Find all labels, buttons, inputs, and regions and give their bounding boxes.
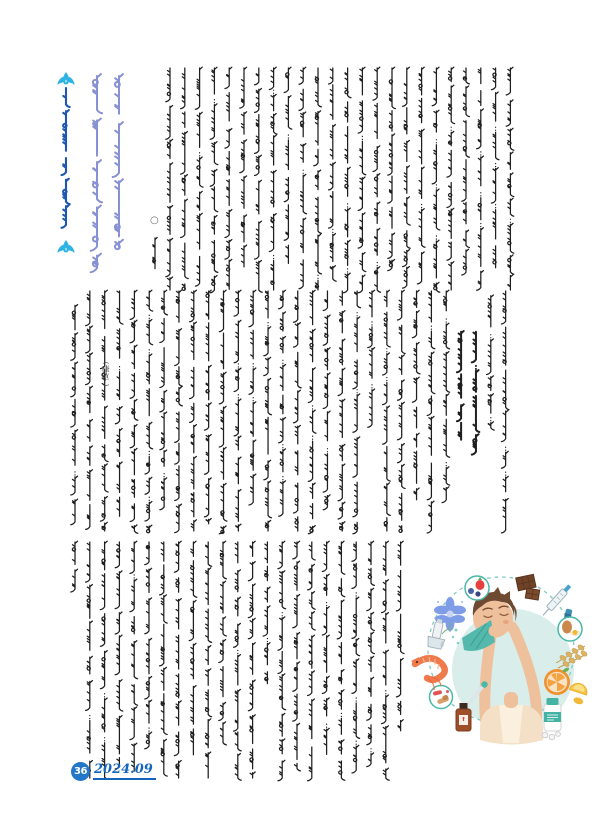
mongolian-text-column [367,541,375,766]
mongolian-text-column [219,541,227,745]
mongolian-text-column [160,290,168,510]
mongolian-text-column [294,291,302,531]
cloud-ornament-top-icon [58,73,74,84]
mongolian-text-column [190,290,197,531]
chocolate-icon [516,574,540,600]
mongolian-text-column [314,68,322,290]
mongolian-text-column [269,67,277,290]
mongolian-text-column [382,541,390,780]
cjk-open-paren: ( [101,361,110,365]
mongolian-text-column [308,290,316,534]
mongolian-text-column [279,290,286,516]
mongolian-text-column [284,67,292,263]
berries-icon [465,576,489,600]
mongolian-text-column [181,68,189,290]
mongolian-text-column [353,291,361,534]
cloud-ornament-bottom-icon [58,241,74,252]
mongolian-text-column [71,305,78,525]
mongolian-text-column [329,68,337,281]
mongolian-text-column [278,541,286,781]
allergy-illustration [398,558,594,765]
cjk-close-paren: ) [101,383,110,387]
mongolian-text-column [358,67,366,293]
mongolian-text-column [255,68,263,292]
mongolian-text-column [432,67,440,292]
mongolian-text-column [398,290,406,532]
mongolian-text-column [472,332,480,455]
mongolian-text-column [145,542,152,749]
mongolian-text-column [343,68,351,293]
mongolian-text-column [204,290,211,524]
mongolian-text-column [337,541,345,780]
mongolian-text-column [457,331,464,440]
mongolian-text-column [115,291,123,516]
mongolian-text-column [442,290,450,502]
inline-chinese-annotation [99,360,112,388]
mongolian-text-column [487,295,495,430]
mongolian-text-column [477,68,484,290]
mongolian-text-column [501,291,509,533]
mongolian-text-column [412,290,420,500]
mongolian-text-column [115,542,123,769]
page-number-badge: 36 [71,762,90,781]
mongolian-text-column [71,541,78,592]
mongolian-text-column [145,290,153,533]
mongolian-text-column [322,541,329,754]
mongolian-text-column [210,67,218,293]
title-text-column [113,74,123,249]
mongolian-text-column [195,67,203,286]
mongolian-text-column [427,291,435,533]
mongolian-text-column [234,290,241,531]
capsule-pills-icon [430,686,453,709]
mongolian-text-column [264,291,272,531]
mongolian-text-column [240,67,247,267]
issue-date: 2024.09 [93,762,156,780]
mongolian-text-column [166,68,173,290]
mongolian-text-column [462,68,470,275]
mongolian-text-column [368,290,375,427]
page-footer [0,756,300,796]
mongolian-text-column [506,67,514,290]
mongolian-text-column [323,291,330,510]
mongolian-text-column [248,541,255,778]
mongolian-text-column [175,290,183,532]
mongolian-text-column [130,541,138,771]
mongolian-text-column [299,67,307,288]
pill-bottle-icon [542,698,561,740]
mongolian-text-column [189,541,197,755]
cjk-char-1: 葎 [101,365,110,374]
inhaler-icon [426,618,449,650]
title-text-column [91,74,102,272]
mongolian-text-column [101,290,109,531]
mongolian-text-column [249,290,256,505]
mongolian-text-column [234,542,242,780]
title-text-column [62,88,70,228]
mongolian-text-column [86,542,93,778]
mongolian-text-column [130,290,138,533]
mongolian-text-column [263,542,270,684]
mongolian-text-column [388,67,396,270]
mongolian-text-column [206,542,212,778]
cjk-char-2: 草 [101,373,110,382]
mongolian-text-column [491,68,499,268]
mongolian-text-column [338,291,345,531]
mongolian-text-column [352,542,360,773]
mongolian-text-column [447,67,455,290]
mongolian-text-column [219,290,227,534]
mongolian-text-column [373,67,381,292]
mongolian-text-column [160,542,168,776]
mongolian-text-column [293,541,301,771]
mongolian-text-column [86,291,93,529]
egg-icon [558,617,582,641]
mongolian-text-column [174,541,181,778]
mongolian-text-column [225,67,232,289]
section-bullet-icon: ○ [150,215,159,226]
mongolian-text-column [383,290,391,531]
mongolian-text-column [308,542,316,781]
mongolian-text-column [153,238,158,269]
mongolian-text-column [417,67,425,284]
mongolian-text-column [100,541,108,779]
mongolian-text-column [403,67,411,288]
